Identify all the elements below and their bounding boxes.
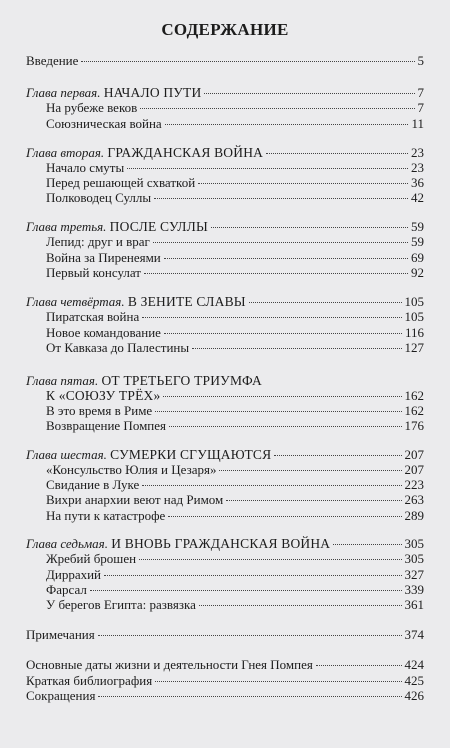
entry-label: Лепид: друг и враг xyxy=(46,234,150,249)
entry-page: 23 xyxy=(411,160,424,175)
leader-dots xyxy=(199,605,402,606)
entry-label: От Кавказа до Палестины xyxy=(46,340,190,355)
entry-label: Свидание в Луке xyxy=(46,477,140,492)
entry-page: 23 xyxy=(411,145,424,160)
leader-dots xyxy=(165,124,409,125)
entry-label: Диррахий xyxy=(46,567,102,582)
entry-page: 7 xyxy=(417,85,424,100)
entry-page: 426 xyxy=(404,688,424,703)
entry-label: Новое командование xyxy=(46,325,161,340)
leader-dots xyxy=(316,665,402,666)
entry-page: 361 xyxy=(404,597,424,612)
entry-page: 7 xyxy=(417,100,424,115)
leader-dots xyxy=(155,411,401,412)
entry-label: На пути к катастрофе xyxy=(46,508,166,523)
chapter-name: СУМЕРКИ СГУЩАЮТСЯ xyxy=(110,447,272,462)
entry-page: 424 xyxy=(404,657,424,672)
entry-label: Война за Пиренеями xyxy=(46,250,161,265)
leader-dots xyxy=(163,396,401,397)
chapter-name: И ВНОВЬ ГРАЖДАНСКАЯ ВОЙНА xyxy=(111,536,331,551)
toc-section xyxy=(46,507,424,525)
entry-page: 116 xyxy=(404,325,424,340)
leader-dots xyxy=(142,317,401,318)
entry-page: 36 xyxy=(411,175,424,190)
leader-dots xyxy=(164,258,408,259)
entry-page: 207 xyxy=(404,447,424,462)
chapter-name: ОТ ТРЕТЬЕГО ТРИУМФА xyxy=(101,373,262,388)
entry-page: 162 xyxy=(404,403,424,418)
chapter-name: ПОСЛЕ СУЛЛЫ xyxy=(109,219,208,234)
page-title: СОДЕРЖАНИЕ xyxy=(161,20,289,39)
leader-dots xyxy=(266,153,408,154)
entry-label: Пиратская война xyxy=(46,309,140,324)
entry-page: 339 xyxy=(404,582,424,597)
leader-dots xyxy=(81,61,414,62)
entry-page: 289 xyxy=(404,508,424,523)
chapter-prefix: Глава первая. xyxy=(26,85,101,100)
leader-dots xyxy=(90,590,402,591)
toc-entry-notes xyxy=(26,626,424,644)
entry-label: У берегов Египта: развязка xyxy=(46,597,196,612)
leader-dots xyxy=(153,242,408,243)
leader-dots xyxy=(104,575,401,576)
entry-page: 176 xyxy=(404,418,424,433)
leader-dots xyxy=(140,108,414,109)
leader-dots xyxy=(164,333,402,334)
entry-label: Возвращение Помпея xyxy=(46,418,167,433)
entry-page: 69 xyxy=(411,250,424,265)
entry-page: 162 xyxy=(404,388,424,403)
toc-section xyxy=(46,339,424,357)
entry-label: Жребий брошен xyxy=(46,551,137,566)
chapter-prefix: Глава третья. xyxy=(26,219,107,234)
entry-label: Первый консулат xyxy=(46,265,141,280)
toc-entry-intro xyxy=(26,52,424,70)
leader-dots xyxy=(142,485,401,486)
chapter-name-line2: К «СОЮЗУ ТРЁХ» xyxy=(46,388,161,403)
leader-dots xyxy=(98,696,401,697)
leader-dots xyxy=(192,348,401,349)
entry-label: Краткая библиография xyxy=(26,673,153,688)
entry-page: 59 xyxy=(411,219,424,234)
chapter-name: В ЗЕНИТЕ СЛАВЫ xyxy=(127,294,246,309)
entry-label: Начало смуты xyxy=(46,160,125,175)
chapter-name: ГРАЖДАНСКАЯ ВОЙНА xyxy=(107,145,264,160)
leader-dots xyxy=(98,635,402,636)
entry-label: Сокращения xyxy=(26,688,96,703)
entry-label: Введение xyxy=(26,53,79,68)
leader-dots xyxy=(204,93,414,94)
leader-dots xyxy=(333,544,401,545)
entry-page: 425 xyxy=(404,673,424,688)
entry-label: Перед решающей схваткой xyxy=(46,175,196,190)
leader-dots xyxy=(274,455,401,456)
entry-page: 223 xyxy=(404,477,424,492)
leader-dots xyxy=(219,470,401,471)
chapter-prefix: Глава шестая. xyxy=(26,447,107,462)
toc-section xyxy=(46,115,424,133)
entry-page: 207 xyxy=(404,462,424,477)
toc-section xyxy=(46,596,424,614)
chapter-name: НАЧАЛО ПУТИ xyxy=(103,85,202,100)
leader-dots xyxy=(139,559,401,560)
leader-dots xyxy=(249,302,402,303)
entry-page: 305 xyxy=(404,536,424,551)
leader-dots xyxy=(211,227,408,228)
entry-label: Союзническая война xyxy=(46,116,162,131)
entry-page: 263 xyxy=(404,492,424,507)
chapter-prefix: Глава седьмая. xyxy=(26,536,108,551)
entry-page: 11 xyxy=(411,116,424,131)
entry-label: «Консульство Юлия и Цезаря» xyxy=(46,462,217,477)
entry-page: 127 xyxy=(404,340,424,355)
entry-label: В это время в Риме xyxy=(46,403,153,418)
entry-label: Вихри анархии веют над Римом xyxy=(46,492,224,507)
toc-section xyxy=(46,417,424,435)
leader-dots xyxy=(169,426,401,427)
entry-page: 327 xyxy=(404,567,424,582)
leader-dots xyxy=(127,168,408,169)
entry-label: Примечания xyxy=(26,627,95,642)
entry-page: 105 xyxy=(404,294,424,309)
leader-dots xyxy=(154,198,408,199)
toc-section xyxy=(46,189,424,207)
toc-section xyxy=(46,264,424,282)
entry-label: Основные даты жизни и деятельности Гнея Помпея xyxy=(26,657,313,672)
entry-label: На рубеже веков xyxy=(46,100,138,115)
entry-label: Фарсал xyxy=(46,582,87,597)
entry-page: 5 xyxy=(417,53,424,68)
toc-entry-abbreviations xyxy=(26,687,424,705)
chapter-prefix: Глава вторая. xyxy=(26,145,105,160)
entry-page: 92 xyxy=(411,265,424,280)
leader-dots xyxy=(144,273,408,274)
leader-dots xyxy=(155,681,401,682)
entry-page: 105 xyxy=(404,309,424,324)
entry-page: 305 xyxy=(404,551,424,566)
chapter-prefix: Глава четвёртая. xyxy=(26,294,125,309)
entry-page: 59 xyxy=(411,234,424,249)
entry-label: Полководец Суллы xyxy=(46,190,152,205)
entry-page: 374 xyxy=(404,627,424,642)
leader-dots xyxy=(198,183,408,184)
leader-dots xyxy=(226,500,401,501)
entry-page: 42 xyxy=(411,190,424,205)
chapter-prefix: Глава пятая. xyxy=(26,373,99,388)
leader-dots xyxy=(168,516,401,517)
